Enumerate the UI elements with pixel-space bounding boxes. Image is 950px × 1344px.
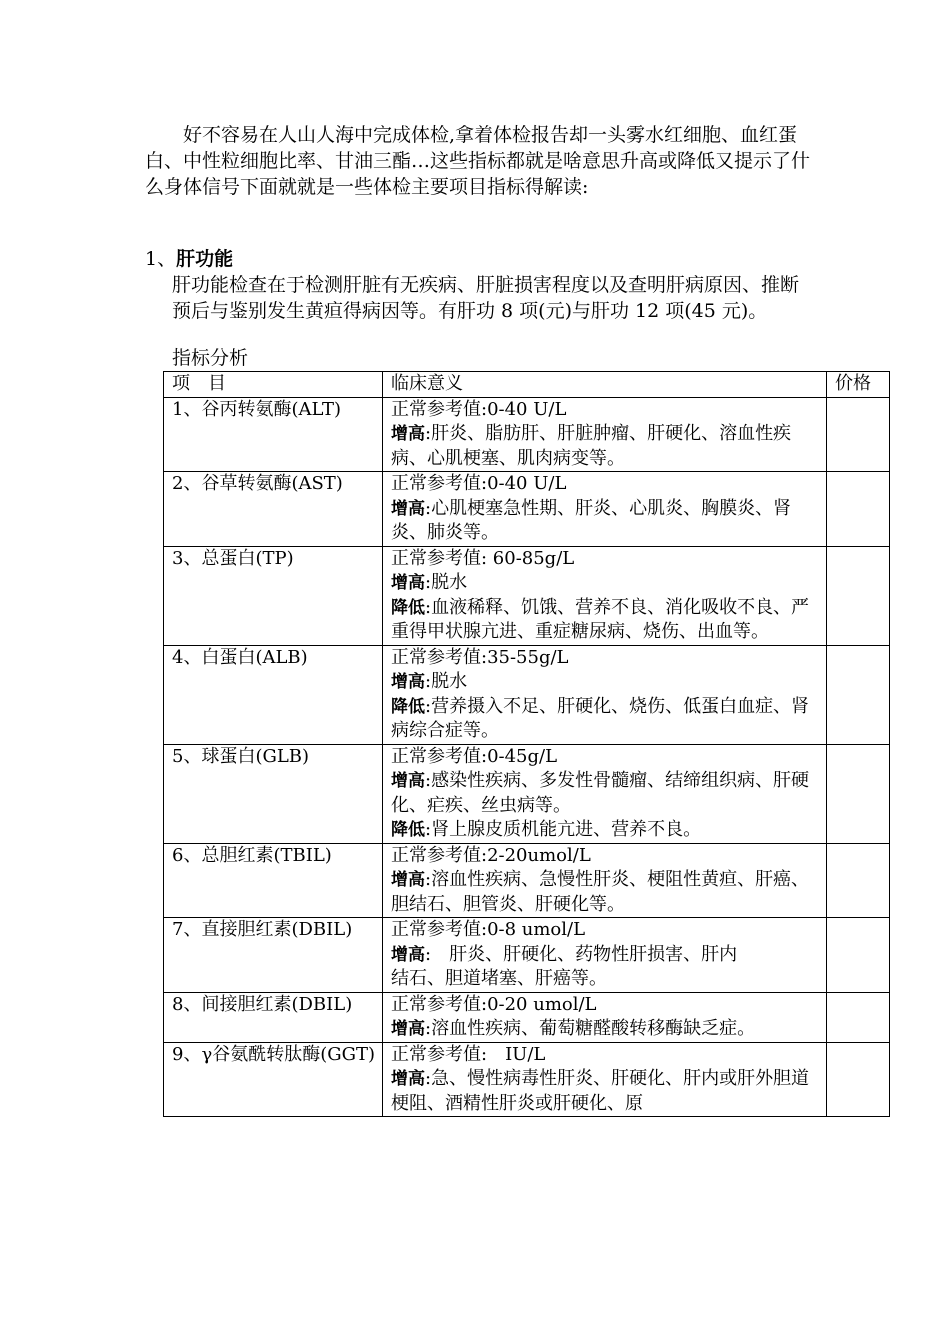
- price-cell: [827, 744, 890, 843]
- meaning-label: 增高: [391, 672, 425, 692]
- meaning-line: [391, 422, 820, 471]
- meaning-text: :感染性疾病、多发性骨髓瘤、结缔组织病、肝硬化、疟疾、丝虫病等。: [391, 770, 810, 816]
- clinical-meaning: [383, 992, 827, 1042]
- meaning-label: 增高: [391, 771, 425, 791]
- meaning-label: 降低: [391, 696, 425, 717]
- price-cell: [827, 472, 890, 547]
- meaning-line: [391, 745, 820, 770]
- price-cell: [827, 397, 890, 472]
- meaning-line: [391, 547, 820, 572]
- meaning-text: 正常参考值: 60-85g/L: [391, 547, 575, 569]
- meaning-line: [391, 497, 820, 546]
- meaning-line: [391, 1017, 820, 1042]
- meaning-line: [391, 868, 820, 917]
- meaning-text: :急、慢性病毒性肝炎、肝硬化、肝内或肝外胆道梗阻、酒精性肝炎或肝硬化、原: [391, 1068, 810, 1114]
- table-row: [164, 918, 890, 993]
- indicator-table: [163, 371, 890, 1117]
- price-cell: [827, 992, 890, 1042]
- meaning-text: :血液稀释、饥饿、营养不良、消化吸收不良、严重得甲状腺亢进、重症糖尿病、烧伤、出血等。: [391, 596, 810, 642]
- meaning-text: : 肝炎、肝硬化、药物性肝损害、肝内: [425, 943, 738, 965]
- meaning-line: [391, 1043, 820, 1068]
- meaning-text: :脱水: [425, 671, 468, 692]
- meaning-text: :肝炎、脂肪肝、肝脏肿瘤、肝硬化、溶血性疾病、心肌梗塞、肌肉病变等。: [391, 423, 792, 469]
- meaning-label: 增高: [391, 573, 425, 593]
- table-row: [164, 645, 890, 744]
- clinical-meaning: [383, 546, 827, 645]
- meaning-line: [391, 993, 820, 1018]
- price-cell: [827, 843, 890, 918]
- meaning-label: 增高: [391, 1069, 425, 1089]
- section-description: 肝功能检查在于检测肝脏有无疾病、肝脏损害程度以及查明肝病原因、推断预后与鉴别发生黄疸得病因等。有肝功 8 项(元)与肝功 12 项(45 元)。: [172, 274, 800, 322]
- item-name: 7、直接胆红素(DBIL): [164, 918, 383, 993]
- meaning-text: :脱水: [425, 572, 468, 593]
- clinical-meaning: [383, 472, 827, 547]
- meaning-label: 增高: [391, 424, 425, 444]
- clinical-meaning: [383, 397, 827, 472]
- header-meaning: 临床意义: [383, 372, 827, 398]
- price-cell: [827, 918, 890, 993]
- meaning-text: 正常参考值:0-40 U/L: [391, 398, 567, 420]
- section-title: 肝功能: [176, 248, 234, 270]
- header-item: 项 目: [164, 372, 383, 398]
- clinical-meaning: [383, 744, 827, 843]
- meaning-text: 正常参考值:0-20 umol/L: [391, 993, 597, 1015]
- meaning-text: 正常参考值:35-55g/L: [391, 646, 569, 668]
- meaning-label: 降低: [391, 820, 425, 840]
- table-header-row: [164, 372, 890, 398]
- meaning-line: [391, 646, 820, 671]
- meaning-label: 降低: [391, 597, 425, 618]
- intro-paragraph: 好不容易在人山人海中完成体检,拿着体检报告却一头雾水红细胞、血红蛋白、中性粒细胞比率、甘油三酯…这些指标都就是啥意思升高或降低又提示了什么身体信号下面就就是一些体检主要项目指标得解读:: [145, 124, 811, 198]
- table-row: [164, 546, 890, 645]
- meaning-line: [391, 398, 820, 423]
- meaning-line: [391, 695, 820, 744]
- price-cell: [827, 546, 890, 645]
- meaning-line: [391, 472, 820, 497]
- meaning-text: :肾上腺皮质机能亢进、营养不良。: [425, 819, 702, 840]
- meaning-line: [391, 571, 820, 596]
- meaning-line: [391, 967, 820, 992]
- clinical-meaning: [383, 645, 827, 744]
- clinical-meaning: [383, 1042, 827, 1117]
- price-cell: [827, 645, 890, 744]
- indicator-analysis-heading: 指标分析: [172, 347, 249, 369]
- meaning-text: 正常参考值:2-20umol/L: [391, 844, 591, 866]
- section-number: 1、: [145, 248, 177, 270]
- table-row: [164, 992, 890, 1042]
- meaning-text: :营养摄入不足、肝硬化、烧伤、低蛋白血症、肾病综合症等。: [391, 695, 810, 741]
- meaning-text: 结石、胆道堵塞、肝癌等。: [391, 968, 607, 989]
- meaning-line: [391, 943, 820, 968]
- table-row: [164, 1042, 890, 1117]
- table-row: [164, 843, 890, 918]
- table-row: [164, 472, 890, 547]
- clinical-meaning: [383, 918, 827, 993]
- item-name: 8、间接胆红素(DBIL): [164, 992, 383, 1042]
- meaning-label: 增高: [391, 498, 425, 519]
- meaning-line: [391, 1067, 820, 1116]
- meaning-label: 增高: [391, 870, 425, 890]
- meaning-text: 正常参考值:0-45g/L: [391, 745, 558, 767]
- meaning-text: :溶血性疾病、急慢性肝炎、梗阻性黄疸、肝癌、胆结石、胆管炎、肝硬化等。: [391, 869, 810, 915]
- meaning-line: [391, 670, 820, 695]
- meaning-line: [391, 844, 820, 869]
- meaning-line: [391, 918, 820, 943]
- clinical-meaning: [383, 843, 827, 918]
- item-name: 6、总胆红素(TBIL): [164, 843, 383, 918]
- meaning-text: :心肌梗塞急性期、肝炎、心肌炎、胸膜炎、肾炎、肺炎等。: [391, 497, 792, 543]
- meaning-line: [391, 818, 820, 843]
- meaning-line: [391, 769, 820, 818]
- item-name: 1、谷丙转氨酶(ALT): [164, 397, 383, 472]
- table-row: [164, 744, 890, 843]
- meaning-text: 正常参考值: IU/L: [391, 1043, 546, 1065]
- section-heading: [145, 246, 233, 272]
- meaning-text: :溶血性疾病、葡萄糖醛酸转移酶缺乏症。: [425, 1018, 756, 1039]
- meaning-label: 增高: [391, 1019, 425, 1039]
- meaning-label: 增高: [391, 944, 425, 965]
- price-cell: [827, 1042, 890, 1117]
- table-row: [164, 397, 890, 472]
- header-price: 价格: [827, 372, 890, 398]
- meaning-line: [391, 596, 820, 645]
- item-name: 4、白蛋白(ALB): [164, 645, 383, 744]
- item-name: 2、谷草转氨酶(AST): [164, 472, 383, 547]
- meaning-text: 正常参考值:0-40 U/L: [391, 473, 567, 494]
- item-name: 3、总蛋白(TP): [164, 546, 383, 645]
- item-name: 5、球蛋白(GLB): [164, 744, 383, 843]
- meaning-text: 正常参考值:0-8 umol/L: [391, 919, 586, 940]
- item-name: 9、γ谷氨酰转肽酶(GGT): [164, 1042, 383, 1117]
